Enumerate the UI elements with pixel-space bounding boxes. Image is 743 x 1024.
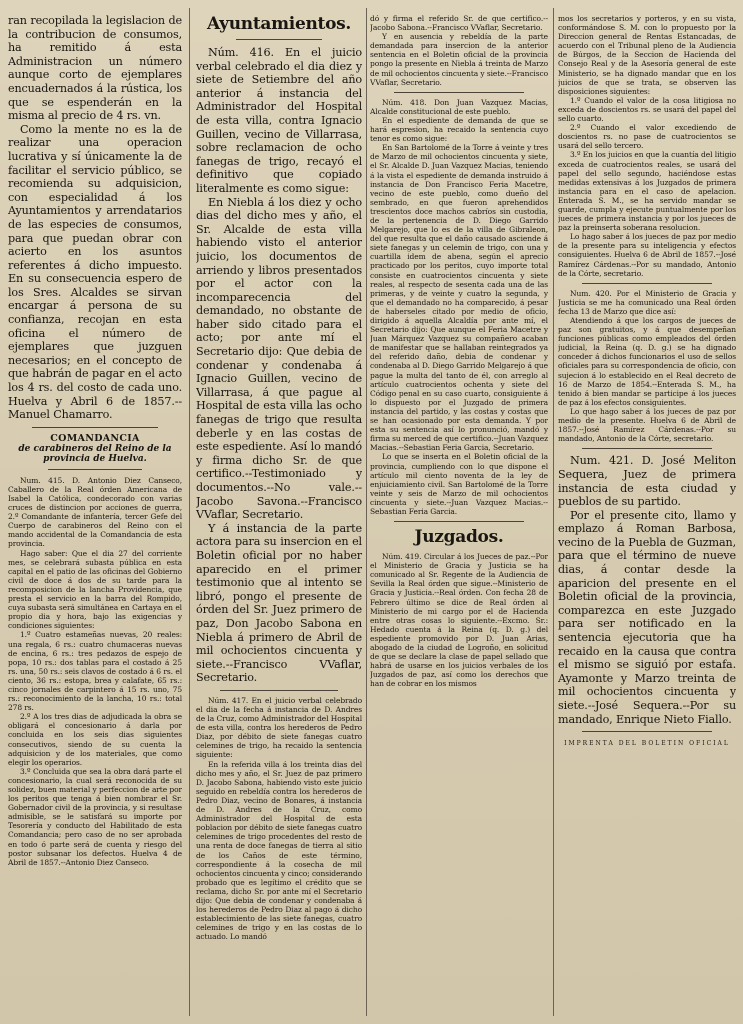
paragraph: En Niebla á los diez y ocho dias del dicho mes y año, el Sr. Alcalde de esta villa habiendo visto el anterior juicio, los documentos de arriendo y libros presentados por el actor con la incomparecencia del demandado, no obstante de haber sido citado para el acto; por ante mí el Secretario dijo: Que debia de condenar y condenaba á Ignacio Guillen, vecino de Villarrasa, á que pague al Hospital de esta villa las ocho fanegas de trigo que resulta deberle y en las costas de este espediente. Así lo mandó y firma dicho Sr. de que certifico.--Testimoniado y documentos.--No vale.--Jacobo Savona.--Francisco VVaflar, Secretario. xyxy=(196,195,362,522)
paragraph: Núm. 416. En el juicio verbal celebrado el dia diez y siete de Setiembre del año anterior á instancia del Administrador del Hospital de esta villa, contra Ignacio Guillen, vecino de Villarrasa, sobre reclamacion de ocho fanegas de trigo, recayó el definitivo que copiado literalmente es como sigue: xyxy=(196,46,362,195)
printer-imprint: IMPRENTA DEL BOLETIN OFICIAL xyxy=(564,740,730,748)
paragraph: dó y firma el referido Sr. de que certifico.--Jacobo Sabona.--Francisco VVaflar, Secretario. xyxy=(370,14,548,33)
section-divider xyxy=(48,469,142,470)
paragraph: Núm. 418. Don Juan Vazquez Macias, Alcalde constitucional de este pueblo. xyxy=(370,97,548,116)
paragraph: En la referida villa á los treinta dias del dicho mes y año, el Sr. Juez de paz primero D. Jacobo Sabona, habiendo visto este juicio seguido en rebeldía contra los herederos de Pedro Diaz, vecino de Bonares, á instancia de D. Andres de la Cruz, como Administrador del Hospital de esta poblacion por débito de siete fanegas cuatro celemines de trigo procedentes del resto de una renta de doce fanegas de tierra al sitio de los Caños de este término, correspondiente á la cosecha de mil ochocientos cincuenta y cinco; considerando probado que es legítimo el crédito que se reclama, dicho Sr. por ante mí el Secretario dijo: Que debia de condenar y condenaba á los herederos de Pedro Diaz al pago á dicho establecimiento de las siete fanegas, cuatro celemines de trigo y en las costas de lo actuado. Lo mandó xyxy=(196,759,362,942)
section-heading: Juzgados. xyxy=(414,527,504,548)
column-1 xyxy=(8,14,182,867)
paragraph: Núm. 417. En el juicio verbal celebrado el dia de la fecha á instancia de D. Andres de la Cruz, como Administrador del Hospital de esta villa, contra los herederos de Pedro Diaz, por débito de siete fanegas cuatro celemines de trigo, ha recaido la sentencia siguiente: xyxy=(196,695,362,760)
column-divider xyxy=(366,8,367,1016)
paragraph: Y en ausencia y rebeldía de la parte demandada para insercion de la anterior sentencia en el Boletin oficial de la provincia pongo la presente en Niebla á treinta de Marzo de mil ochocientos cincuenta y siete.--Francisco VVaflar, Secretario. xyxy=(370,32,548,87)
paragraph: Lo que se inserta en el Boletin oficial de la provincia, cumpliendo con lo que dispone el artículo mil ciento noventa de la ley de enjuiciamiento civil. San Bartolomé de la Torre veinte y seis de Marzo de mil ochocientos cincuenta y siete.--Juan Vazquez Macias.--Sebastian Feria Garcia. xyxy=(370,452,548,516)
paragraph: 3.º Concluida que sea la obra dará parte el concesionario, la cual será reconocida de su solidez, buen material y perfeccion de arte por los peritos que tenga á bien nombrar el Sr. Gobernador civil de la provincia, y si resultase admisible, se le satisfará su importe por Tesorería y conducto del Habilitado de esta Comandancia; pero caso de no ser aprobada en todo ó parte será de cuenta y riesgo del postor subsanar los defectos. Huelva 4 de Abril de 1857.--Antonio Diez Canseco. xyxy=(8,766,182,867)
paragraph: 1.º Cuatro estameñas nuevas, 20 reales: una regala, 6 rs.: cuatro chumaceras nuevas de encina, 6 rs.: tres pedazos de espejo de popa, 10 rs.: dos tablas para el costado á 25 rs. una, 50 rs.: seis clavos de costado á 6 rs. el ciento, 36 rs.: estopa, brea y calafate, 65 rs.: cinco jornales de carpintero á 15 rs. uno, 75 rs.: reconocimiento de la lancha, 10 rs.: total 278 rs. xyxy=(8,630,182,713)
section-divider xyxy=(32,427,158,428)
section-divider xyxy=(582,731,712,732)
paragraph: Núm. 419. Circular á los Jueces de paz.--Por el Ministerio de Gracia y Justicia se ha comunicado al Sr. Regente de la Audiencia de Sevilla la Real órden que sigue.--Ministerio de Gracia y Justicia.--Real órden. Con fecha 28 de Febrero último se dice de Real órden al Ministerio de mi cargo por el de Hacienda entre otras cosas lo siguiente.--Excmo. Sr.: Hedado cuenta á la Reina (q. D. g.) del espediente promovido por D. Juan Arias, abogado de la ciudad de Logroño, en solicitud de que se declare la clase de papel sellado que habrá de usarse en los juicios verbales de los Juzgados de paz, así como los derechos que han de cobrar en los mismos xyxy=(370,552,548,689)
column-4 xyxy=(558,14,736,747)
paragraph: Hago saber: Que el dia 27 del corriente mes, se celebrará subasta pública en esta capital en el patio de las oficinas del Gobierno civil de doce á dos de su tarde para la recomposicion de la lancha Providencia, que presta el servicio en la barra del Rompido, cuya subasta será simultánea en Cartaya en el propio dia y hora, bajo las exigencias y condiciones siguientes: xyxy=(8,548,182,631)
paragraph: 2.º Cuando el valor excediendo de doscientos rs. no pase de cuatrocientos se usará del sello tercero. xyxy=(558,123,736,151)
paragraph: 2.º A los tres dias de adjudicada la obra se obligará el concesionario á darla por concluida en los seis dias siguientes consecutivos, siendo de su cuenta la adquisicion y de los materiales, que como elegir los operarios. xyxy=(8,712,182,767)
paragraph: Por el presente cito, llamo y emplazo á Roman Barbosa, vecino de la Puebla de Guzman, para que el término de nueve dias, á contar desde la aparicion del presente en el Boletin oficial de la provincia, comparezca en este Juzgado para ser notificado en la sentencia ejecutoria que ha recaido en la causa que contra el mismo se siguió por estafa. Ayamonte y Marzo treinta de mil ochocientos cincuenta y siete.--José Sequera.--Por su mandado, Enrique Nieto Fiallo. xyxy=(558,508,736,726)
paragraph: 1.º Cuando el valor de la cosa litigiosa no exceda de doscientos rs. se usará del papel del sello cuarto. xyxy=(558,95,736,124)
paragraph: Num. 421. D. José Meliton Sequera, Juez de primera instancia de esta ciudad y pueblos de su partido. xyxy=(558,454,736,509)
paragraph: Y á instancia de la parte actora para su insercion en el Boletin oficial por no haber aparecido en el primer testimonio que al intento se libró, pongo el presente de órden del Sr. Juez primero de paz, Don Jacobo Sabona en Niebla á primero de Abril de mil ochocientos cincuenta y siete.--Francisco VVaflar, Secretario. xyxy=(196,521,362,685)
paragraph: Lo hago saber á los jueces de paz por medio de la presente para su inteligencia y efectos consiguientes. Huelva 6 de Abril de 1857.--José Ramírez Cárdenas.--Por su mandado, Antonio de la Córte, secretario. xyxy=(558,232,736,278)
section-divider xyxy=(394,92,524,93)
paragraph: mos los secretarios y porteros, y en su vista, conformándose S. M. con lo propuesto por la Direccion general de Rentas Estancadas, de acuerdo con el Tribunal pleno de la Audiencia de Búrgos, de la Seccion de Hacienda del Consejo Real y de la Asesoría general de este Ministerio, se ha dignado mandar que en los juicios de que se trata, se observen las disposiciones siguientes: xyxy=(558,14,736,96)
paragraph: En el espediente de demanda de que se hará espresion, ha recaido la sentencia cuyo tenor es como sigue: xyxy=(370,115,548,144)
paragraph: Num. 415. D. Antonio Diez Canseco, Caballero de la Real órden Americana de Isabel la Católica, condecorado con varias cruces de distincion por acciones de guerra, 2.º Comandante de infantería, tercer Gefe del Cuerpo de carabineros del Reino con el mando accidental de la Comandancia de esta provincia. xyxy=(8,475,182,549)
paragraph: 3.º En los juicios en que la cuantía del litigio exceda de cuatrocientos reales, se usará del papel del sello segundo, haciéndose estas medidas extensivas á los Juzgados de primera instancia para en el caso de apelacion. Enterada S. M., se ha servido mandar se guarde, cumpla y ejecute puntualmente por los jueces de primera instancia y por los jueces de paz la preinserta soberana resolucion. xyxy=(558,150,736,233)
column-divider xyxy=(189,8,190,1016)
paragraph: Lo que hago saber á los jueces de paz por medio de la presente. Huelva 6 de Abril de 1857.--José Ramírez Cárdenas.--Por su mandado, Antonio de la Córte, secretario. xyxy=(558,406,736,444)
section-divider xyxy=(236,39,322,40)
column-divider xyxy=(553,8,554,1016)
paragraph: Num. 420. Por el Ministerio de Gracia y Justicia se me ha comunicado una Real órden fecha 13 de Marzo que dice así: xyxy=(558,288,736,316)
paragraph: Atendiendo á que los cargos de jueces de paz son gratuitos, y á que desempeñan funciones públicas como empleados del órden judicial, la Reina (q. D. g.) se ha dignado conceder á dichos funcionarios el uso de sellos oficiales para su correspondencia de oficio, con sujecion á lo establecido en el Real decreto de 16 de Marzo de 1854.--Enterada S. M., ha tenido á bien mandar se participe á los jueces de paz á los efectos consiguientes. xyxy=(558,316,736,407)
paragraph: ran recopilada la legislacion de la contribucion de consumos, ha remitido á esta Administracion un número aunque corto de ejemplares encuadernados á la rústica, los que se espenderán en la misma al precio de 4 rs. vn. xyxy=(8,14,182,123)
section-divider xyxy=(582,283,712,284)
column-3 xyxy=(370,14,548,688)
section-heading: Ayuntamientos. xyxy=(206,14,352,34)
section-divider xyxy=(394,521,524,522)
paragraph: Como la mente no es la de realizar una operacion lucrativa y sí únicamente la de facilitar el servicio público, se recomienda su adquisicion, con especialidad á los Ayuntamientos y arrendatarios de las especies de consumos, para que puedan obrar con acierto en los asuntos referentes á dicho impuesto. En su consecuencia espero de los Sres. Alcaldes se sirvan encargar á persona de su confianza, recojan en esta oficina el número de ejemplares que juzguen necesarios; en el concepto de que habrán de pagar en el acto los 4 rs. del costo de cada uno. Huelva y Abril 6 de 1857.--Manuel Chamarro. xyxy=(8,122,182,422)
section-divider xyxy=(582,448,712,449)
paragraph: En San Bartolomé de la Torre á veinte y tres de Marzo de mil ochocientos cincuenta y siete, el Sr. Alcalde D. Juan Vazquez Macias, teniendo á la vista el espediente de demanda instruido á instancia de Don Francisco Feria Macetre, vecino de este pueblo, como dueño del sembrado, en que fueron aprehendidos trescientos doce machos cabríos sin custodia, de la pertenencia de D. Diego Garrido Melgarejo, que lo es de la villa de Gibraleon, del que resulta que el daño causado asciende á siete fanegas y un celemin de trigo, con una y cuartilla idem de abena, según el aprecio practicado por los peritos, cuyo importe total consiste en cuatrocientos cincuenta y siete reales, al respecto de sesenta cada una de las primeras, y de veinte y cuatro la segunda, y que el demandado no ha comparecido, á pesar de haberseles citado por medio de oficio, dirigido á aquella Alcaldía por ante mí, el Secretario dijo: Que aunque el Feria Macetre y Juan Márquez Vazquez su compañero acaban de manifestar que se hallaban reintegrados ya del referido daño, debia de condenar y condenaba al D. Diego Garrido Melgarejo á que pague la multa del tanto de él, con arreglo al artículo cuatrocientos ochenta y siete del Código penal en su caso cuarto, consiguiente á lo dispuesto por el Juzgado de primera instancia del partido, y las costas y costas que se han ocasionado por esta demanda. Y por esta su sentencia así lo pronunció, mandó y firma su merced de que certifico.--Juan Vazquez Macias.--Sebastian Feria Garcia, Secretario. xyxy=(370,143,548,453)
section-divider xyxy=(220,690,338,691)
section-title: COMANDANCIA xyxy=(50,432,140,444)
column-2 xyxy=(196,14,362,941)
section-subtitle: de carabineros del Reino de la provincia de Huelva. xyxy=(18,443,172,465)
